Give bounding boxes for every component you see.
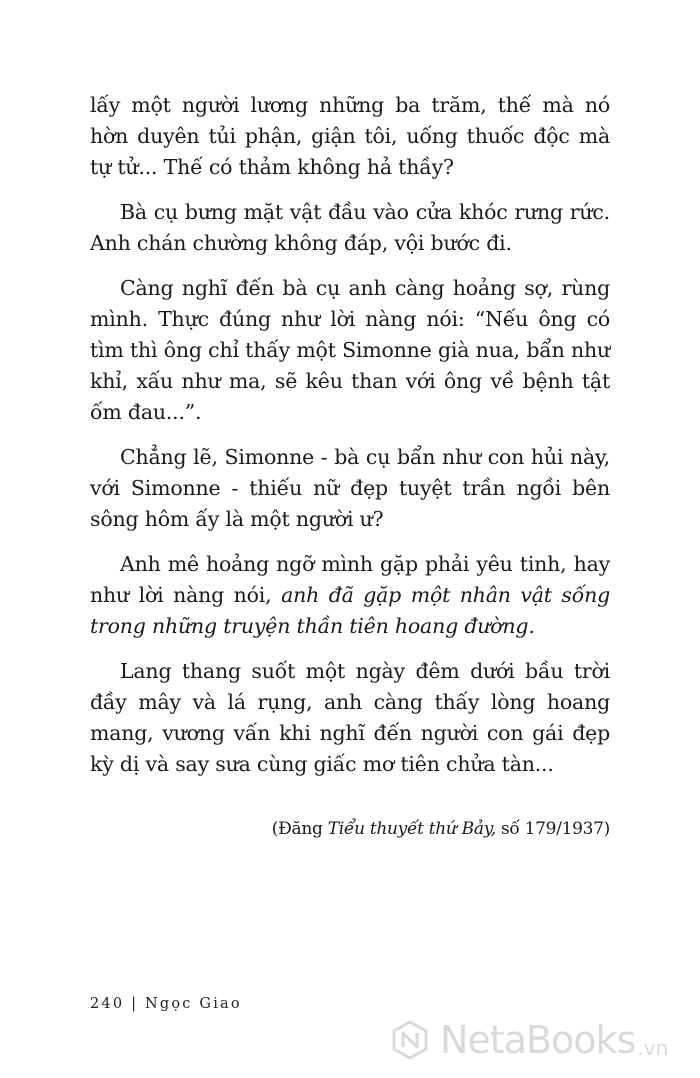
citation-open: (Đăng [271, 819, 323, 839]
netabooks-logo-icon [390, 1020, 430, 1060]
source-citation [90, 816, 610, 842]
paragraph-5 [90, 549, 610, 642]
watermark-suffix: .vn [637, 1036, 669, 1060]
page-body [90, 90, 610, 842]
paragraph-1: lấy một người lương những ba trăm, thế mà nó hờn duyên tủi phận, giận tôi, uống thuốc độc mà tự tử... Thế có thảm không hả thầy? [90, 93, 610, 179]
watermark-brand: NetaBooks [440, 1018, 636, 1062]
paragraph-5-lead: Anh mê hoảng ngỡ mình gặp phải yêu tinh, hay như lời nàng nói, [90, 552, 610, 607]
paragraph-3: Càng nghĩ đến bà cụ anh càng hoảng sợ, rùng mình. Thực đúng như lời nàng nói: “Nếu ông có tìm thì ông chỉ thấy một Simonne già nua, bẩn như khỉ, xấu như ma, sẽ kêu than với ông về bệnh tật ốm đau...”. [90, 276, 610, 424]
citation-close: số 179/1937) [500, 819, 610, 839]
paragraph-2: Bà cụ bưng mặt vật đầu vào cửa khóc rưng rức. Anh chán chường không đáp, vội bước đi. [90, 200, 610, 255]
citation-journal: Tiểu thuyết thứ Bảy, [327, 819, 496, 839]
watermark [390, 1018, 668, 1062]
page-folio: 240 | Ngọc Giao [90, 996, 242, 1012]
paragraph-4: Chẳng lẽ, Simonne - bà cụ bẩn như con hủi này, với Simonne - thiếu nữ đẹp tuyệt trần ngồi bên sông hôm ấy là một người ư? [90, 445, 610, 531]
paragraph-5-italic: anh đã gặp một nhân vật sống trong những truyện thần tiên hoang đường. [90, 583, 610, 638]
paragraph-6: Lang thang suốt một ngày đêm dưới bầu trời đầy mây và lá rụng, anh càng thấy lòng hoang mang, vương vấn khi nghĩ đến người con gái đẹp kỳ dị và say sưa cùng giấc mơ tiên chửa tàn... [90, 659, 610, 776]
